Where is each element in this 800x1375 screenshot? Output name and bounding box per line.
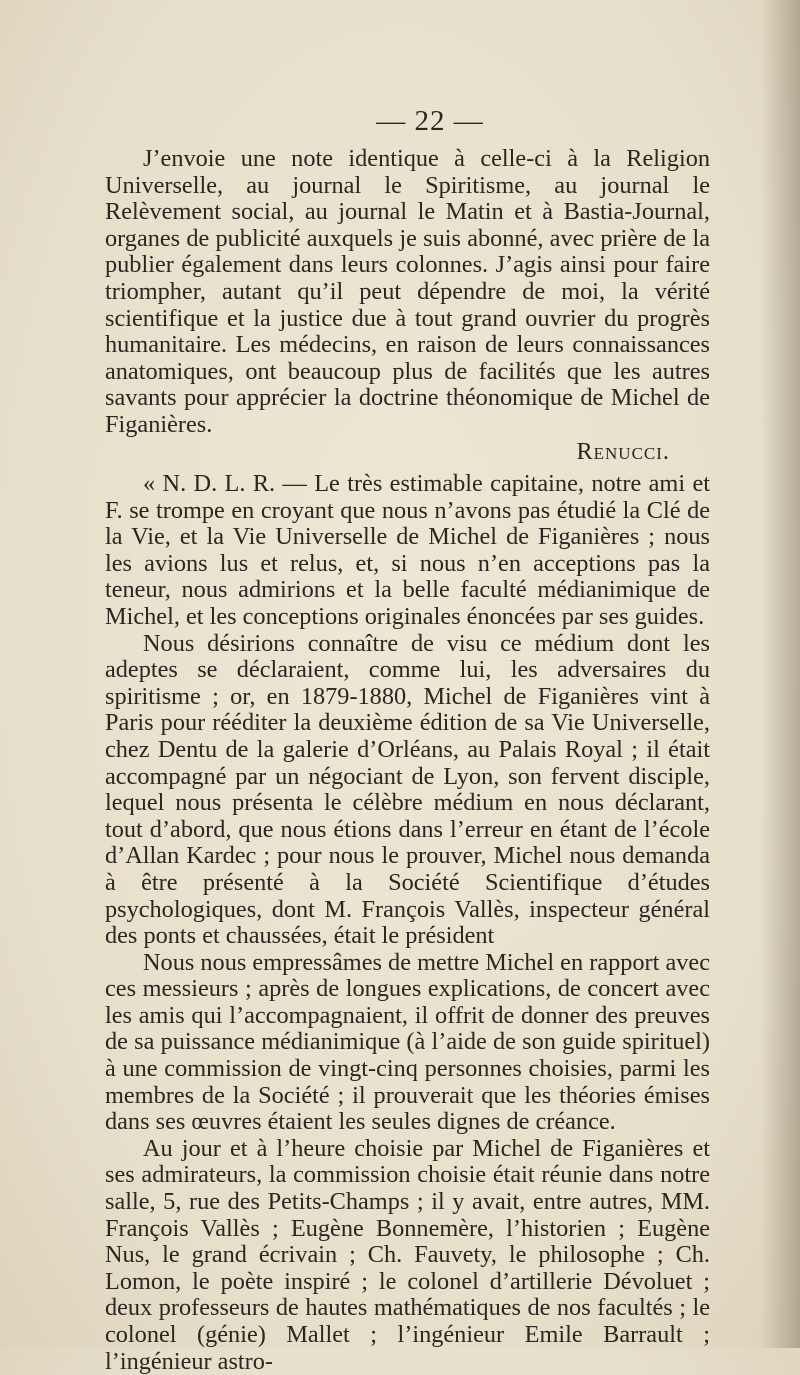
editor-note xyxy=(105,471,710,1375)
letter-block xyxy=(105,146,710,465)
note-paragraph-4: Au jour et à l’heure choisie par Michel de Figanières et ses admirateurs, la commission choisie était réunie dans notre salle, 5, rue des Petits-Champs ; il y avait, entre autres, MM. François Vallès ; Eugène Bonnemère, l’historien ; Eugène Nus, le grand écrivain ; Ch. Fauvety, le philosophe ; Ch. Lomon, le poète inspiré ; le colonel d’artillerie Dévoluet ; deux professeurs de hautes mathématiques de nos facultés ; le colonel (génie) Mallet ; l’ingénieur Emile Barrault ; l’ingénieur astro- xyxy=(105,1134,710,1375)
note-paragraph-2: Nous désirions connaître de visu ce médium dont les adeptes se déclaraient, comme lui, les adversaires du spiritisme ; or, en 1879-1880, Michel de Figanières vint à Paris pour rééditer la deuxième édition de sa Vie Universelle, chez Dentu de la galerie d’Orléans, au Palais Royal ; il était accompagné par un négociant de Lyon, son fervent disciple, lequel nous présenta le célèbre médium en nous déclarant, tout d’abord, que nous étions dans l’erreur en étant de l’école d’Allan Kardec ; pour nous le prouver, Michel nous demanda à être présenté à la Société Scientifique d’études psychologiques, dont M. François Vallès, inspecteur général des ponts et chaussées, était le président xyxy=(105,629,710,950)
page-edge-shadow xyxy=(760,0,800,1348)
note-paragraph-1: « N. D. L. R. — Le très estimable capitaine, notre ami et F. se trompe en croyant que nous n’avons pas étudié la Clé de la Vie, et la Vie Universelle de Michel de Figanières ; nous les avions lus et relus, et, si nous n’en acceptions pas la teneur, nous admirions et la belle faculté médianimique de Michel, et les conceptions originales énoncées par ses guides. xyxy=(105,470,710,630)
signature: Renucci. xyxy=(576,437,670,465)
note-paragraph-3: Nous nous empressâmes de mettre Michel en rapport avec ces messieurs ; après de longues explications, de concert avec les amis qui l’accompagnaient, il offrit de donner des preuves de sa puissance médianimique (à l’aide de son guide spirituel) à une commission de vingt-cinq personnes choisies, parmi les membres de la Société ; il prouverait que les théories émises dans ses œuvres étaient les seules dignes de créance. xyxy=(105,948,710,1136)
letter-paragraph: J’envoie une note identique à celle-ci à la Religion Universelle, au journal le Spiritisme, au journal le Relèvement social, au journal le Matin et à Bastia-Journal, organes de publicité auxquels je suis abonné, avec prière de la publier également dans leurs colonnes. J’agis ainsi pour faire triompher, autant qu’il peut dépendre de moi, la vérité scientifique et la justice due à tout grand ouvrier du progrès humanitaire. Les médecins, en raison de leurs connaissances anatomiques, ont beaucoup plus de facilités que les autres savants pour apprécier la doctrine théonomique de Michel de Figanières. xyxy=(105,145,710,438)
page-number: — 22 — xyxy=(376,105,484,137)
